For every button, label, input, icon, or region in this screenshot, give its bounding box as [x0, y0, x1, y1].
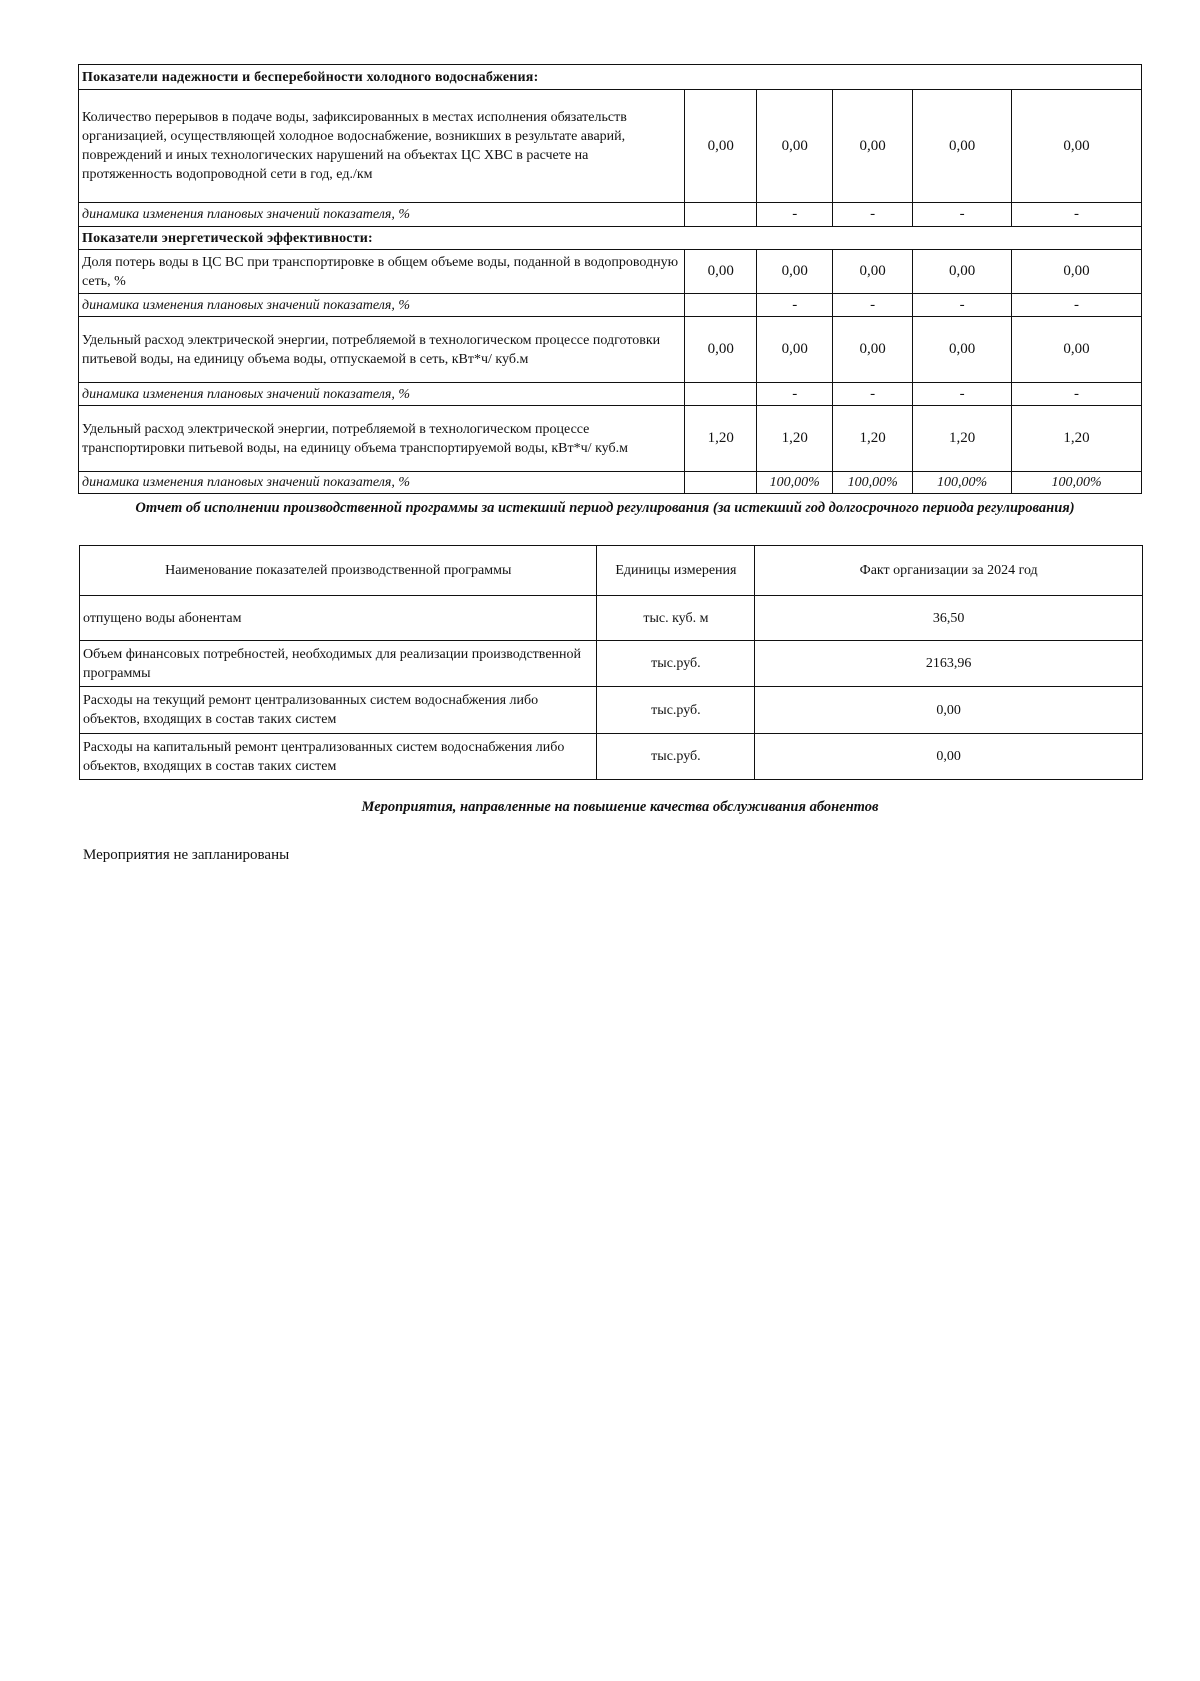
- value-cell: 1,20: [685, 406, 757, 472]
- table-row: [79, 406, 1142, 472]
- value-cell: -: [833, 383, 913, 406]
- section-energy-heading: Показатели энергетической эффективности:: [79, 227, 1142, 250]
- value-cell: 0,00: [833, 90, 913, 203]
- table-row: [80, 734, 1143, 780]
- indicator-name: Объем финансовых потребностей, необходимых для реализации производственной программы: [80, 641, 597, 687]
- report-title: Отчет об исполнении производственной программы за истекший период регулирования (за истекший год долгосрочного периода регулирования): [135, 500, 1075, 516]
- value-cell: 100,00%: [1012, 472, 1142, 494]
- value-cell: [685, 203, 757, 227]
- table-row: [79, 250, 1142, 294]
- value-cell: -: [1012, 294, 1142, 317]
- table-row: [79, 472, 1142, 494]
- table-row: [80, 641, 1143, 687]
- value-cell: -: [757, 383, 833, 406]
- indicator-name: отпущено воды абонентам: [80, 596, 597, 641]
- column-header: Единицы измерения: [597, 546, 755, 596]
- table-row: [80, 596, 1143, 641]
- unit-cell: тыс.руб.: [597, 641, 755, 687]
- row-label: Количество перерывов в подаче воды, зафиксированных в местах исполнения обязательств организацией, осуществляющей холодное водоснабжение, возникших в результате аварий, повреждений и иных технологических нарушений на объектах ЦС ХВС в расчете на протяженность водопроводной сети в год, ед./км: [79, 90, 685, 203]
- dynamics-label: динамика изменения плановых значений показателя, %: [79, 383, 685, 406]
- value-cell: 0,00: [755, 734, 1143, 780]
- indicator-name: Расходы на капитальный ремонт централизованных систем водоснабжения либо объектов, входящих в состав таких систем: [80, 734, 597, 780]
- value-cell: [685, 472, 757, 494]
- table-row: [79, 317, 1142, 383]
- value-cell: -: [757, 203, 833, 227]
- value-cell: 100,00%: [913, 472, 1012, 494]
- unit-cell: тыс.руб.: [597, 734, 755, 780]
- value-cell: 0,00: [833, 317, 913, 383]
- value-cell: 100,00%: [833, 472, 913, 494]
- value-cell: 0,00: [913, 317, 1012, 383]
- table-row: [80, 687, 1143, 734]
- table-header-row: [80, 546, 1143, 596]
- value-cell: 0,00: [833, 250, 913, 294]
- column-header: Наименование показателей производственной программы: [80, 546, 597, 596]
- value-cell: 1,20: [913, 406, 1012, 472]
- dynamics-label: динамика изменения плановых значений показателя, %: [79, 203, 685, 227]
- production-program-table: [79, 545, 1143, 780]
- row-label: Доля потерь воды в ЦС ВС при транспортировке в общем объеме воды, поданной в водопроводную сеть, %: [79, 250, 685, 294]
- value-cell: 0,00: [757, 317, 833, 383]
- value-cell: 100,00%: [757, 472, 833, 494]
- value-cell: -: [913, 203, 1012, 227]
- measures-heading: Мероприятия, направленные на повышение качества обслуживания абонентов: [361, 799, 879, 815]
- value-cell: 0,00: [1012, 90, 1142, 203]
- value-cell: [685, 294, 757, 317]
- unit-cell: тыс. куб. м: [597, 596, 755, 641]
- table-row: [79, 203, 1142, 227]
- value-cell: -: [1012, 203, 1142, 227]
- value-cell: -: [833, 294, 913, 317]
- value-cell: -: [1012, 383, 1142, 406]
- column-header: Факт организации за 2024 год: [755, 546, 1143, 596]
- row-label: Удельный расход электрической энергии, потребляемой в технологическом процессе подготовки питьевой воды, на единицу объема воды, отпускаемой в сеть, кВт*ч/ куб.м: [79, 317, 685, 383]
- value-cell: 0,00: [1012, 250, 1142, 294]
- value-cell: 0,00: [913, 250, 1012, 294]
- value-cell: 1,20: [833, 406, 913, 472]
- value-cell: 0,00: [685, 250, 757, 294]
- indicators-table: [78, 64, 1142, 494]
- value-cell: 0,00: [1012, 317, 1142, 383]
- section-reliability-heading: Показатели надежности и бесперебойности холодного водоснабжения:: [79, 65, 1142, 90]
- value-cell: 1,20: [1012, 406, 1142, 472]
- value-cell: -: [913, 294, 1012, 317]
- table-row: [79, 383, 1142, 406]
- value-cell: -: [833, 203, 913, 227]
- table-row: [79, 90, 1142, 203]
- dynamics-label: динамика изменения плановых значений показателя, %: [79, 472, 685, 494]
- value-cell: -: [757, 294, 833, 317]
- value-cell: 0,00: [685, 317, 757, 383]
- measures-text: Мероприятия не запланированы: [83, 847, 290, 863]
- value-cell: 0,00: [685, 90, 757, 203]
- value-cell: 1,20: [757, 406, 833, 472]
- value-cell: 0,00: [755, 687, 1143, 734]
- dynamics-label: динамика изменения плановых значений показателя, %: [79, 294, 685, 317]
- value-cell: 36,50: [755, 596, 1143, 641]
- value-cell: 2163,96: [755, 641, 1143, 687]
- value-cell: [685, 383, 757, 406]
- value-cell: 0,00: [913, 90, 1012, 203]
- row-label: Удельный расход электрической энергии, потребляемой в технологическом процессе транспортировки питьевой воды, на единицу объема транспортируемой воды, кВт*ч/ куб.м: [79, 406, 685, 472]
- value-cell: -: [913, 383, 1012, 406]
- unit-cell: тыс.руб.: [597, 687, 755, 734]
- table-row: [79, 294, 1142, 317]
- value-cell: 0,00: [757, 90, 833, 203]
- indicator-name: Расходы на текущий ремонт централизованных систем водоснабжения либо объектов, входящих в состав таких систем: [80, 687, 597, 734]
- value-cell: 0,00: [757, 250, 833, 294]
